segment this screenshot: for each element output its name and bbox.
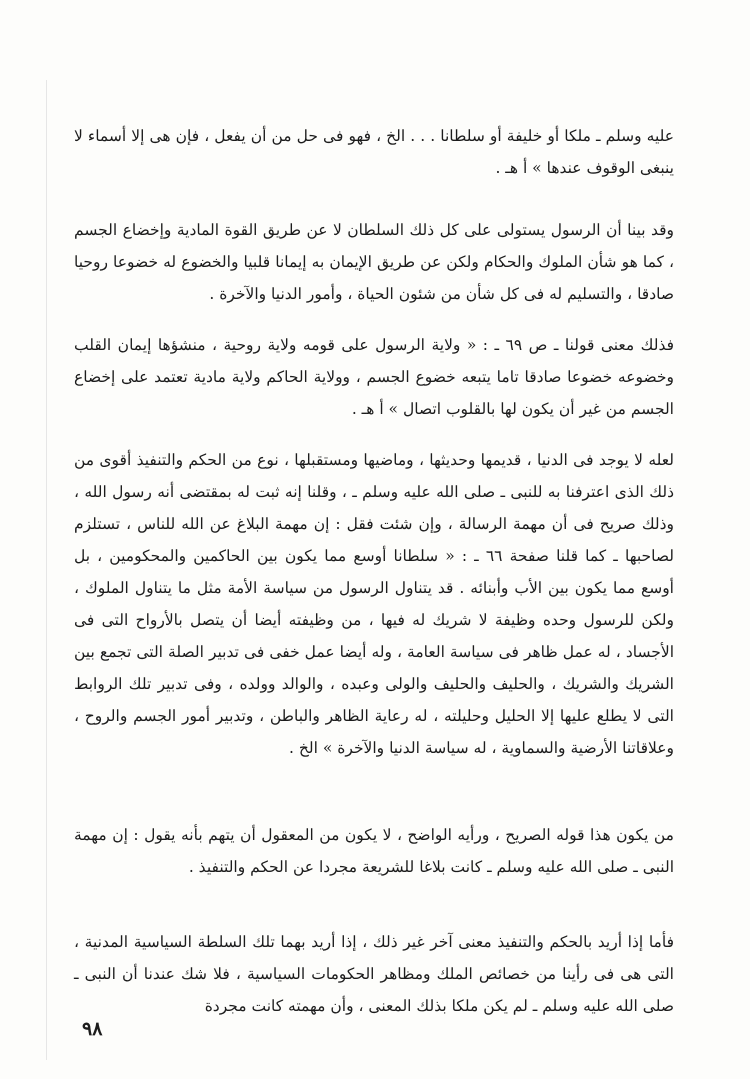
paragraph-6: فأما إذا أريد بالحكم والتنفيذ معنى آخر غير ذلك ، إذا أريد بهما تلك السلطة السياسية المدنية ، التى هى فى رأينا من خصائص الملك ومظاهر الحكومات السياسية ، فلا شك عندنا أن النبى ـ صلى الله عليه وسلم ـ لم يكن ملكا بذلك المعنى ، وأن مهمته كانت مجردة — [74, 932, 674, 1015]
page-number: ٩٨ — [82, 1018, 103, 1040]
paragraph-5: من يكون هذا قوله الصريح ، ورأيه الواضح ، لا يكون من المعقول أن يتهم بأنه يقول : إن مهمة النبى ـ صلى الله عليه وسلم ـ كانت بلاغا للشريعة مجردا عن الحكم والتنفيذ . — [74, 825, 674, 876]
paragraph-1: عليه وسلم ـ ملكا أو خليفة أو سلطانا . . . الخ ، فهو فى حل من أن يفعل ، فإن هى إلا أسماء لا ينبغى الوقوف عندها » أ هـ . — [74, 126, 674, 177]
page-edge-line — [46, 80, 47, 1060]
paragraph-3: فذلك معنى قولنا ـ ص ٦٩ ـ : « ولاية الرسول على قومه ولاية روحية ، منشؤها إيمان القلب وخضوعه خضوعا صادقا تاما يتبعه خضوع الجسم ، وولاية الحاكم ولاية مادية تعتمد على إخضاع الجسم من غير أن يكون لها بالقلوب اتصال » أ هـ . — [74, 335, 674, 418]
paragraph-2: وقد بينا أن الرسول يستولى على كل ذلك السلطان لا عن طريق القوة المادية وإخضاع الجسم ، كما هو شأن الملوك والحكام ولكن عن طريق الإيمان به إيمانا قلبيا والخضوع له خضوعا روحيا صادقا ، والتسليم له فى كل شأن من شئون الحياة ، وأمور الدنيا والآخرة . — [74, 220, 674, 303]
paragraph-4: لعله لا يوجد فى الدنيا ، قديمها وحديثها ، وماضيها ومستقبلها ، نوع من الحكم والتنفيذ أقوى من ذلك الذى اعترفنا به للنبى ـ صلى الله عليه وسلم ـ ، وقلنا إنه ثبت له بمقتضى أنه رسول الله ، وذلك صريح فى أن مهمة الرسالة ، وإن شئت فقل : إن مهمة البلاغ عن الله للناس ، تستلزم لصاحبها ـ كما قلنا صفحة ٦٦ ـ : « سلطانا أوسع مما يكون بين الحاكمين والمحكومين ، بل أوسع مما يكون بين الأب وأبنائه . قد يتناول الرسول من سياسة الأمة مثل ما يتناول الملوك ، ولكن للرسول وحده وظيفة لا شريك له فيها ، من وظيفته أيضا أن يتصل بالأرواح التى فى الأجساد ، له عمل ظاهر فى سياسة العامة ، وله أيضا عمل خفى فى تدبير الصلة التى تجمع بين الشريك والشريك ، والحليف والحليف والولى وعبده ، والوالد وولده ، وفى تدبير تلك الروابط التى لا يطلع عليها إلا الحليل وحليلته ، له رعاية الظاهر والباطن ، وتدبير أمور الجسم والروح ، وعلاقاتنا الأرضية والسماوية ، له سياسة الدنيا والآخرة » الخ . — [74, 450, 674, 757]
